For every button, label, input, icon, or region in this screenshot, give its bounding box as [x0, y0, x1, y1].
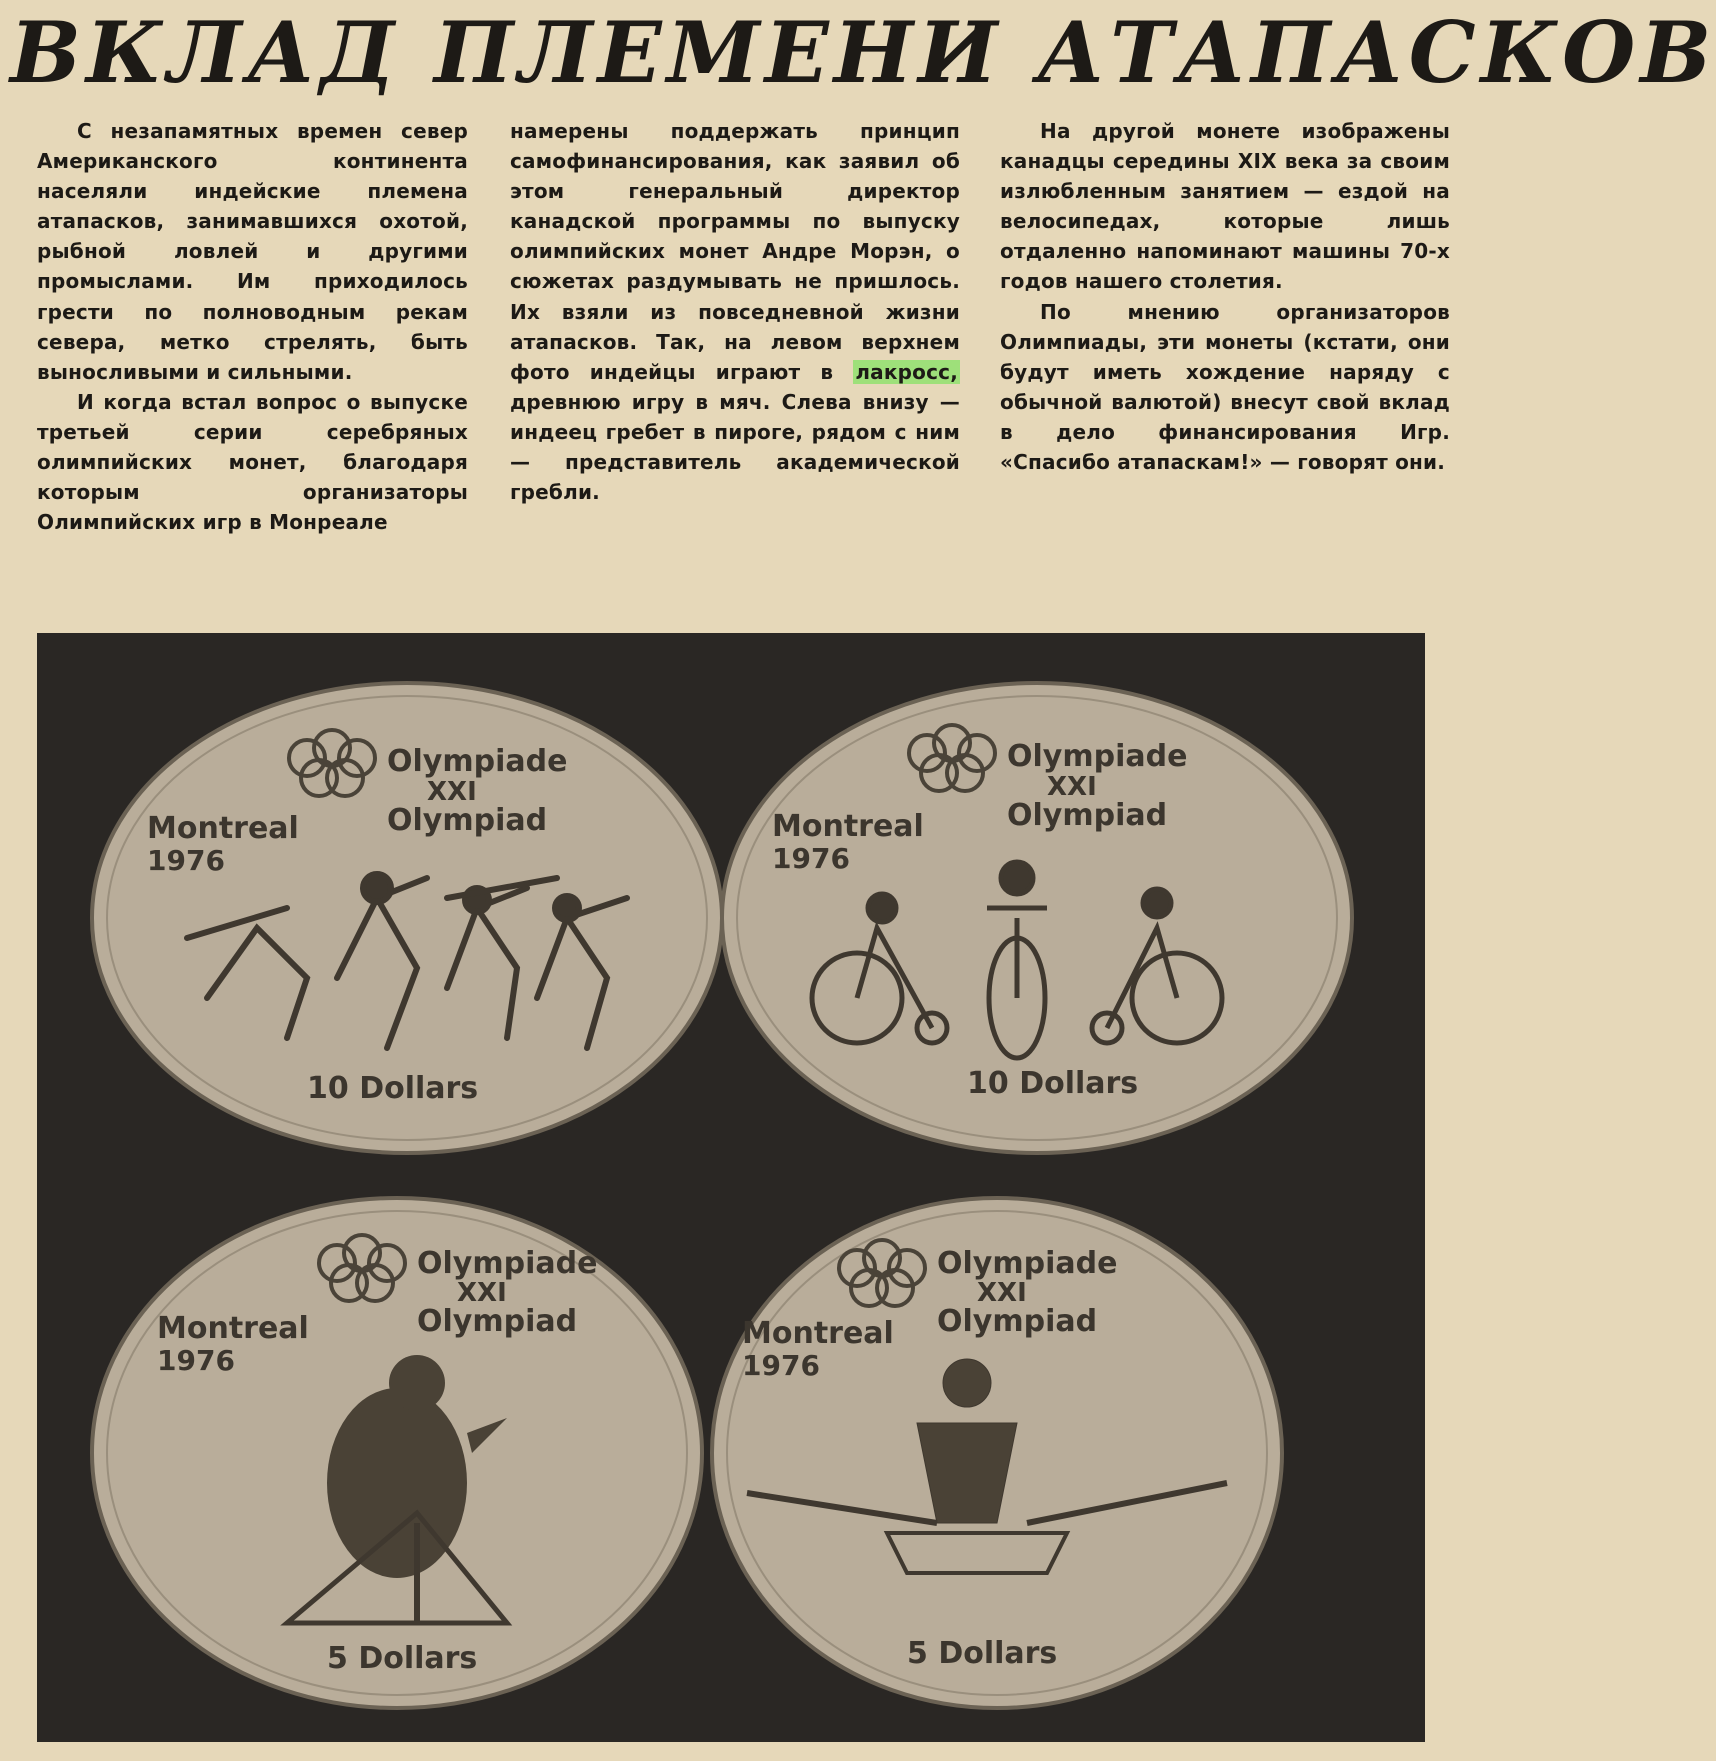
coin-line2: XXI: [457, 1278, 507, 1308]
coin-rowing: [707, 1193, 1287, 1713]
paragraph: По мнению организаторов Олимпиады, эти монеты (кстати, они будут иметь хождение наряду с обычной валютой) внесут свой вклад в дело финансирования Игр. «Спасибо атапаскам!» — говорят они.: [1000, 299, 1450, 475]
text-run: намерены поддержать принцип самофинансирования, как заявил об этом генеральный директор канадской программы по выпуску олимпийских монет Андре Морэн, о сюжетах раздумывать не пришлось. Их взяли из повседневной жизни атапасков. Так, на левом верхнем фото индейцы играют в: [510, 119, 960, 384]
coin-lacrosse: [87, 678, 727, 1158]
coin-line3: Olympiad: [387, 803, 548, 838]
coin-line2: XXI: [977, 1278, 1027, 1308]
article-column-3: [1000, 116, 1450, 477]
coin-denomination: 5 Dollars: [907, 1636, 1058, 1671]
coins-photo: [37, 633, 1425, 1742]
headline: ВКЛАД ПЛЕМЕНИ АТАПАСКОВ: [10, 3, 1716, 102]
coin-canoe-graphic: [87, 1193, 707, 1713]
coin-year: 1976: [772, 842, 850, 875]
coin-year: 1976: [157, 1344, 235, 1377]
coin-city: Montreal: [772, 809, 924, 844]
article-column-2: [510, 116, 960, 507]
coin-line1: Olympiade: [387, 744, 568, 779]
paragraph: На другой монете изображены канадцы середины XIX века за своим излюбленным занятием — ездой на велосипедах, которые лишь отдаленно напоминают машины 70-х годов нашего столетия.: [1000, 119, 1450, 294]
paragraph: [510, 116, 960, 507]
coin-line1: Olympiade: [937, 1246, 1118, 1281]
coin-city: Montreal: [147, 811, 299, 846]
coin-denomination: 5 Dollars: [327, 1641, 478, 1676]
highlighted-word[interactable]: лакросс,: [855, 359, 958, 384]
coin-bicycles: [717, 678, 1357, 1158]
coin-bicycles-graphic: [717, 678, 1357, 1158]
coin-year: 1976: [742, 1349, 820, 1382]
paragraph: С незапамятных времен север Американского континента населяли индейские племена атапасков, занимавшихся охотой, рыбной ловлей и другими промыслами. Им приходилось грести по полноводным рекам севера, метко стрелять, быть выносливыми и сильными.: [37, 119, 468, 384]
coin-denomination: 10 Dollars: [307, 1071, 479, 1106]
coin-line3: Olympiad: [417, 1304, 578, 1339]
coin-city: Montreal: [157, 1311, 309, 1346]
coin-line1: Olympiade: [1007, 739, 1188, 774]
coin-lacrosse-graphic: [87, 678, 727, 1158]
paragraph: И когда встал вопрос о выпуске третьей серии серебряных олимпийских монет, благодаря которым организаторы Олимпийских игр в Монреале: [37, 389, 468, 535]
coin-line3: Olympiad: [1007, 798, 1168, 833]
coin-denomination: 10 Dollars: [967, 1066, 1139, 1101]
coin-line1: Olympiade: [417, 1246, 598, 1281]
coin-line2: XXI: [427, 777, 477, 807]
text-run: древнюю игру в мяч. Слева внизу — индеец гребет в пироге, рядом с ним — представитель академической гребли.: [510, 389, 960, 505]
coin-rowing-graphic: [707, 1193, 1287, 1713]
coin-canoe: [87, 1193, 707, 1713]
coin-year: 1976: [147, 844, 225, 877]
article-column-1: [37, 116, 468, 537]
coin-city: Montreal: [742, 1316, 894, 1351]
coin-line3: Olympiad: [937, 1304, 1098, 1339]
coin-line2: XXI: [1047, 772, 1097, 802]
